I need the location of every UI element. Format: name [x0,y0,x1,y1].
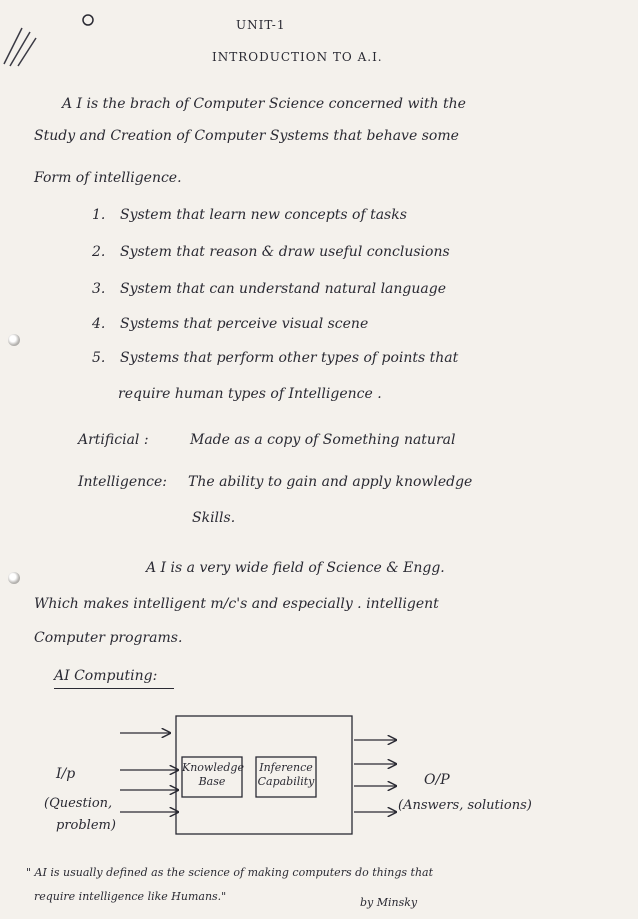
list-item: Systems that perform other types of points that [120,350,459,366]
paragraph-line: Computer programs. [34,630,183,646]
list-number: 5. [92,350,106,366]
list-number: 2. [92,244,106,260]
quote-line: require intelligence like Humans." [34,890,227,903]
input-sub-label: problem) [56,818,116,833]
inference-capability-label: Inference Capability [257,761,315,788]
paragraph-line: A I is a very wide field of Science & Engg. [146,560,445,576]
list-item: System that learn new concepts of tasks [120,207,407,223]
definition-line: A I is the brach of Computer Science concerned with the [62,96,466,112]
list-number: 1. [92,207,106,223]
list-item: Systems that perceive visual scene [120,316,369,332]
unit-label: UNIT-1 [236,18,286,32]
quote-attribution: by Minsky [360,896,418,909]
term-intelligence: Intelligence: [78,474,167,490]
list-number: 4. [92,316,106,332]
term-intelligence-definition: The ability to gain and apply knowledge [188,474,473,490]
definition-line: Study and Creation of Computer Systems that behave some [34,128,459,144]
list-continuation: require human types of Intelligence . [118,386,382,402]
input-sub-label: (Question, [44,796,113,811]
list-number: 3. [92,281,106,297]
term-artificial-definition: Made as a copy of Something natural [190,432,456,448]
knowledge-base-label: Knowledge Base [182,761,244,788]
output-label: O/P [424,772,450,788]
term-artificial: Artificial : [78,432,149,448]
term-intelligence-definition: Skills. [192,510,236,526]
list-item: System that can understand natural language [120,281,446,297]
input-label: I/p [56,766,76,782]
quote-line: " AI is usually defined as the science of making computers do things that [26,866,434,879]
section-title: AI Computing: [54,668,158,684]
paragraph-line: Which makes intelligent m/c's and especially . intelligent [34,596,439,612]
definition-line: Form of intelligence. [34,170,182,186]
list-item: System that reason & draw useful conclusions [120,244,450,260]
page-title: INTRODUCTION TO A.I. [212,50,383,64]
output-sub-label: (Answers, solutions) [398,798,532,813]
